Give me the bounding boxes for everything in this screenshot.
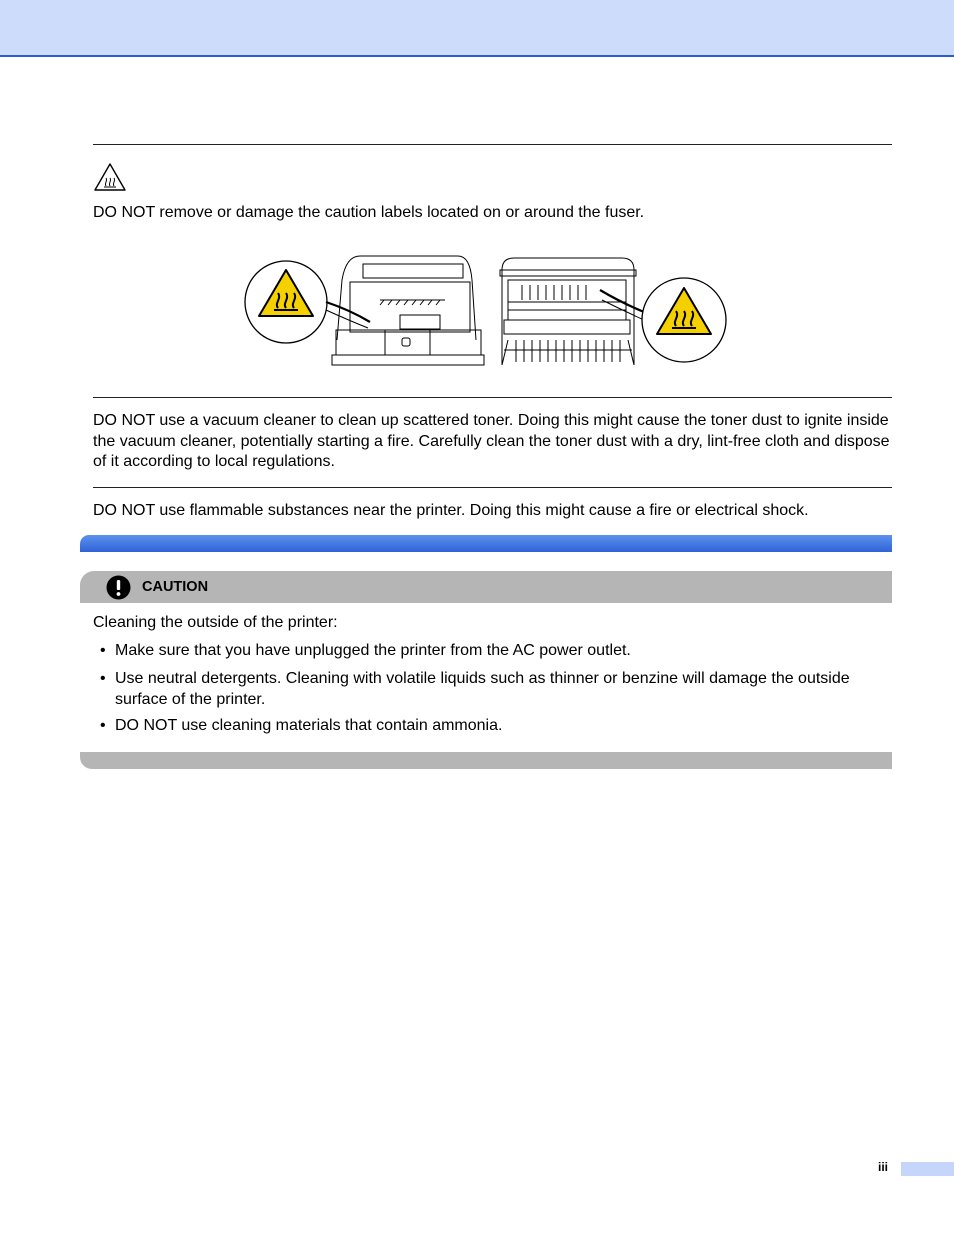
bullet-marker: • bbox=[100, 717, 106, 734]
bullet-marker: • bbox=[100, 670, 106, 687]
header-band bbox=[0, 0, 954, 57]
page-number: iii bbox=[878, 1160, 889, 1174]
fuser-caution-illustration bbox=[240, 250, 730, 368]
caution-title: CAUTION bbox=[142, 579, 209, 595]
bullet-marker: • bbox=[100, 642, 106, 659]
caution-bullet-item: Make sure that you have unplugged the printer from the AC power outlet. bbox=[115, 642, 631, 659]
caution-exclamation-icon bbox=[106, 575, 131, 600]
caution-end-bar bbox=[80, 752, 892, 769]
caution-intro: Cleaning the outside of the printer: bbox=[93, 614, 338, 631]
vacuum-warning-text: DO NOT use a vacuum cleaner to clean up scattered toner. Doing this might cause the toner dust to ignite inside the vacuum cleaner, potentially starting a fire. Carefully clean the toner dust with a dry, lint-free cloth and dispose of it according to local regulations. bbox=[93, 412, 890, 470]
printer-front-view bbox=[326, 256, 484, 365]
caution-bullet-item: Use neutral detergents. Cleaning with volatile liquids such as thinner or benzine will damage the outside surface of the printer. bbox=[115, 670, 850, 708]
section-divider bbox=[93, 487, 892, 488]
section-divider bbox=[93, 144, 892, 145]
hot-label-left-icon bbox=[245, 261, 327, 343]
hot-label-right-icon bbox=[642, 278, 726, 362]
printer-rear-view bbox=[500, 258, 644, 365]
warning-end-bar bbox=[80, 535, 892, 552]
page-number-tab bbox=[901, 1162, 954, 1176]
section-divider bbox=[93, 397, 892, 398]
fuser-warning-text: DO NOT remove or damage the caution labels located on or around the fuser. bbox=[93, 204, 645, 221]
flammable-warning-text: DO NOT use flammable substances near the printer. Doing this might cause a fire or electrical shock. bbox=[93, 502, 809, 519]
caution-bullet-item: DO NOT use cleaning materials that contain ammonia. bbox=[115, 717, 503, 734]
hot-surface-icon bbox=[93, 162, 127, 192]
